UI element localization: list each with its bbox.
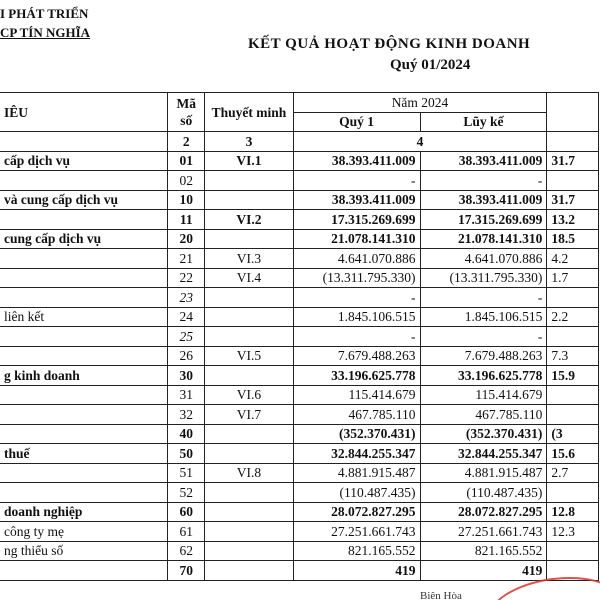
row-note-cell bbox=[205, 483, 293, 503]
table-body bbox=[0, 151, 599, 580]
row-note-cell bbox=[205, 288, 293, 308]
row-code-cell: 60 bbox=[168, 502, 205, 522]
row-ytd-cell: 32.844.255.347 bbox=[420, 444, 547, 464]
row-q1-cell: 7.679.488.263 bbox=[293, 346, 420, 366]
index-val: 4 bbox=[293, 132, 547, 152]
index-note: 3 bbox=[205, 132, 293, 152]
table-row bbox=[0, 190, 599, 210]
row-name-cell: ng thiểu số bbox=[0, 541, 168, 561]
row-q1-cell: - bbox=[293, 171, 420, 191]
row-prev-cell bbox=[547, 483, 599, 503]
row-ytd-cell: 419 bbox=[420, 561, 547, 581]
row-name-cell: g kinh doanh bbox=[0, 366, 168, 386]
row-note-cell: VI.2 bbox=[205, 210, 293, 230]
row-q1-cell: 28.072.827.295 bbox=[293, 502, 420, 522]
row-q1-cell: 4.641.070.886 bbox=[293, 249, 420, 269]
row-ytd-cell: - bbox=[420, 288, 547, 308]
report-period: Quý 01/2024 bbox=[390, 57, 471, 73]
row-ytd-cell: 115.414.679 bbox=[420, 385, 547, 405]
header-ytd: Lũy kế bbox=[420, 112, 547, 132]
table-row bbox=[0, 346, 599, 366]
row-note-cell bbox=[205, 444, 293, 464]
row-code-cell: 24 bbox=[168, 307, 205, 327]
row-ytd-cell: 38.393.411.009 bbox=[420, 190, 547, 210]
table-row bbox=[0, 502, 599, 522]
row-note-cell bbox=[205, 190, 293, 210]
row-note-cell bbox=[205, 327, 293, 347]
row-name-cell bbox=[0, 249, 168, 269]
table-row bbox=[0, 249, 599, 269]
row-ytd-cell: 1.845.106.515 bbox=[420, 307, 547, 327]
row-name-cell bbox=[0, 346, 168, 366]
header-prev bbox=[547, 93, 599, 132]
row-code-cell: 62 bbox=[168, 541, 205, 561]
row-q1-cell: 38.393.411.009 bbox=[293, 151, 420, 171]
row-code-cell: 50 bbox=[168, 444, 205, 464]
table-row bbox=[0, 366, 599, 386]
table-row bbox=[0, 541, 599, 561]
row-q1-cell: 32.844.255.347 bbox=[293, 444, 420, 464]
index-name bbox=[0, 132, 168, 152]
row-name-cell: thuế bbox=[0, 444, 168, 464]
row-name-cell: liên kết bbox=[0, 307, 168, 327]
row-q1-cell: 419 bbox=[293, 561, 420, 581]
row-code-cell: 40 bbox=[168, 424, 205, 444]
row-code-cell: 20 bbox=[168, 229, 205, 249]
row-prev-cell: 4.2 bbox=[547, 249, 599, 269]
row-prev-cell: (3 bbox=[547, 424, 599, 444]
row-ytd-cell: - bbox=[420, 171, 547, 191]
row-note-cell bbox=[205, 424, 293, 444]
row-name-cell bbox=[0, 171, 168, 191]
row-code-cell: 25 bbox=[168, 327, 205, 347]
row-code-cell: 31 bbox=[168, 385, 205, 405]
row-ytd-cell: 4.881.915.487 bbox=[420, 463, 547, 483]
row-prev-cell: 31.7 bbox=[547, 151, 599, 171]
row-ytd-cell: - bbox=[420, 327, 547, 347]
row-name-cell: công ty mẹ bbox=[0, 522, 168, 542]
row-name-cell bbox=[0, 424, 168, 444]
row-code-cell: 11 bbox=[168, 210, 205, 230]
row-q1-cell: (352.370.431) bbox=[293, 424, 420, 444]
row-q1-cell: 17.315.269.699 bbox=[293, 210, 420, 230]
row-name-cell bbox=[0, 288, 168, 308]
row-ytd-cell: (13.311.795.330) bbox=[420, 268, 547, 288]
header-note: Thuyết minh bbox=[205, 93, 293, 132]
row-ytd-cell: 21.078.141.310 bbox=[420, 229, 547, 249]
row-note-cell: VI.3 bbox=[205, 249, 293, 269]
row-name-cell bbox=[0, 210, 168, 230]
row-ytd-cell: 4.641.070.886 bbox=[420, 249, 547, 269]
table-row bbox=[0, 327, 599, 347]
row-name-cell: doanh nghiệp bbox=[0, 502, 168, 522]
table-row bbox=[0, 229, 599, 249]
row-name-cell bbox=[0, 561, 168, 581]
row-code-cell: 51 bbox=[168, 463, 205, 483]
row-prev-cell: 18.5 bbox=[547, 229, 599, 249]
table-index-row bbox=[0, 132, 599, 152]
row-name-cell: cung cấp dịch vụ bbox=[0, 229, 168, 249]
row-note-cell bbox=[205, 307, 293, 327]
row-q1-cell: (13.311.795.330) bbox=[293, 268, 420, 288]
table-row bbox=[0, 522, 599, 542]
row-name-cell: cấp dịch vụ bbox=[0, 151, 168, 171]
row-prev-cell: 2.7 bbox=[547, 463, 599, 483]
row-ytd-cell: (110.487.435) bbox=[420, 483, 547, 503]
row-prev-cell: 15.6 bbox=[547, 444, 599, 464]
row-prev-cell bbox=[547, 405, 599, 425]
index-code: 2 bbox=[168, 132, 205, 152]
row-ytd-cell: (352.370.431) bbox=[420, 424, 547, 444]
row-q1-cell: 21.078.141.310 bbox=[293, 229, 420, 249]
row-q1-cell: 115.414.679 bbox=[293, 385, 420, 405]
row-ytd-cell: 28.072.827.295 bbox=[420, 502, 547, 522]
row-q1-cell: 467.785.110 bbox=[293, 405, 420, 425]
index-prev bbox=[547, 132, 599, 152]
row-note-cell: VI.5 bbox=[205, 346, 293, 366]
table-header-row bbox=[0, 93, 599, 113]
row-code-cell: 10 bbox=[168, 190, 205, 210]
row-q1-cell: (110.487.435) bbox=[293, 483, 420, 503]
table-row bbox=[0, 385, 599, 405]
row-q1-cell: 33.196.625.778 bbox=[293, 366, 420, 386]
row-name-cell bbox=[0, 405, 168, 425]
signature-fragment: Biên Hòa bbox=[420, 590, 462, 600]
table-row bbox=[0, 483, 599, 503]
row-ytd-cell: 17.315.269.699 bbox=[420, 210, 547, 230]
company-name-line2: CP TÍN NGHĨA bbox=[0, 25, 91, 40]
row-q1-cell: - bbox=[293, 288, 420, 308]
row-name-cell: và cung cấp dịch vụ bbox=[0, 190, 168, 210]
report-title: KẾT QUẢ HOẠT ĐỘNG KINH DOANH bbox=[248, 36, 531, 52]
row-code-cell: 30 bbox=[168, 366, 205, 386]
row-prev-cell: 31.7 bbox=[547, 190, 599, 210]
row-q1-cell: 27.251.661.743 bbox=[293, 522, 420, 542]
row-name-cell bbox=[0, 268, 168, 288]
row-note-cell bbox=[205, 502, 293, 522]
row-q1-cell: 821.165.552 bbox=[293, 541, 420, 561]
table-row bbox=[0, 151, 599, 171]
row-code-cell: 22 bbox=[168, 268, 205, 288]
row-note-cell: VI.4 bbox=[205, 268, 293, 288]
row-name-cell bbox=[0, 385, 168, 405]
row-note-cell bbox=[205, 541, 293, 561]
row-prev-cell: 7.3 bbox=[547, 346, 599, 366]
row-note-cell: VI.6 bbox=[205, 385, 293, 405]
header-item: IÊU bbox=[0, 93, 168, 132]
row-name-cell bbox=[0, 327, 168, 347]
company-header bbox=[0, 4, 90, 42]
row-ytd-cell: 38.393.411.009 bbox=[420, 151, 547, 171]
row-code-cell: 23 bbox=[168, 288, 205, 308]
row-ytd-cell: 7.679.488.263 bbox=[420, 346, 547, 366]
row-q1-cell: 38.393.411.009 bbox=[293, 190, 420, 210]
row-prev-cell bbox=[547, 385, 599, 405]
table-row bbox=[0, 210, 599, 230]
row-q1-cell: 1.845.106.515 bbox=[293, 307, 420, 327]
header-year: Năm 2024 bbox=[293, 93, 547, 113]
table-row bbox=[0, 171, 599, 191]
row-code-cell: 01 bbox=[168, 151, 205, 171]
row-note-cell bbox=[205, 522, 293, 542]
row-prev-cell: 12.3 bbox=[547, 522, 599, 542]
row-note-cell bbox=[205, 229, 293, 249]
row-prev-cell bbox=[547, 327, 599, 347]
table-row bbox=[0, 405, 599, 425]
row-prev-cell: 15.9 bbox=[547, 366, 599, 386]
row-prev-cell bbox=[547, 288, 599, 308]
table-row bbox=[0, 307, 599, 327]
row-prev-cell bbox=[547, 541, 599, 561]
header-q1: Quý 1 bbox=[293, 112, 420, 132]
row-q1-cell: - bbox=[293, 327, 420, 347]
table-row bbox=[0, 268, 599, 288]
header-code: Mã số bbox=[168, 93, 205, 132]
row-prev-cell: 2.2 bbox=[547, 307, 599, 327]
row-note-cell bbox=[205, 561, 293, 581]
row-code-cell: 02 bbox=[168, 171, 205, 191]
income-statement-table bbox=[0, 92, 599, 581]
row-ytd-cell: 27.251.661.743 bbox=[420, 522, 547, 542]
row-prev-cell: 13.2 bbox=[547, 210, 599, 230]
row-code-cell: 70 bbox=[168, 561, 205, 581]
row-note-cell bbox=[205, 171, 293, 191]
row-code-cell: 32 bbox=[168, 405, 205, 425]
row-note-cell: VI.8 bbox=[205, 463, 293, 483]
row-prev-cell bbox=[547, 171, 599, 191]
row-code-cell: 52 bbox=[168, 483, 205, 503]
row-code-cell: 21 bbox=[168, 249, 205, 269]
row-name-cell bbox=[0, 483, 168, 503]
row-note-cell: VI.1 bbox=[205, 151, 293, 171]
table-row bbox=[0, 444, 599, 464]
table-row bbox=[0, 463, 599, 483]
row-note-cell: VI.7 bbox=[205, 405, 293, 425]
table-row bbox=[0, 424, 599, 444]
row-ytd-cell: 467.785.110 bbox=[420, 405, 547, 425]
row-ytd-cell: 821.165.552 bbox=[420, 541, 547, 561]
row-note-cell bbox=[205, 366, 293, 386]
row-q1-cell: 4.881.915.487 bbox=[293, 463, 420, 483]
company-name-line1: I PHÁT TRIỂN bbox=[0, 6, 89, 21]
row-name-cell bbox=[0, 463, 168, 483]
row-code-cell: 61 bbox=[168, 522, 205, 542]
row-prev-cell: 12.8 bbox=[547, 502, 599, 522]
row-prev-cell: 1.7 bbox=[547, 268, 599, 288]
row-code-cell: 26 bbox=[168, 346, 205, 366]
table-row bbox=[0, 288, 599, 308]
table-row bbox=[0, 561, 599, 581]
row-ytd-cell: 33.196.625.778 bbox=[420, 366, 547, 386]
